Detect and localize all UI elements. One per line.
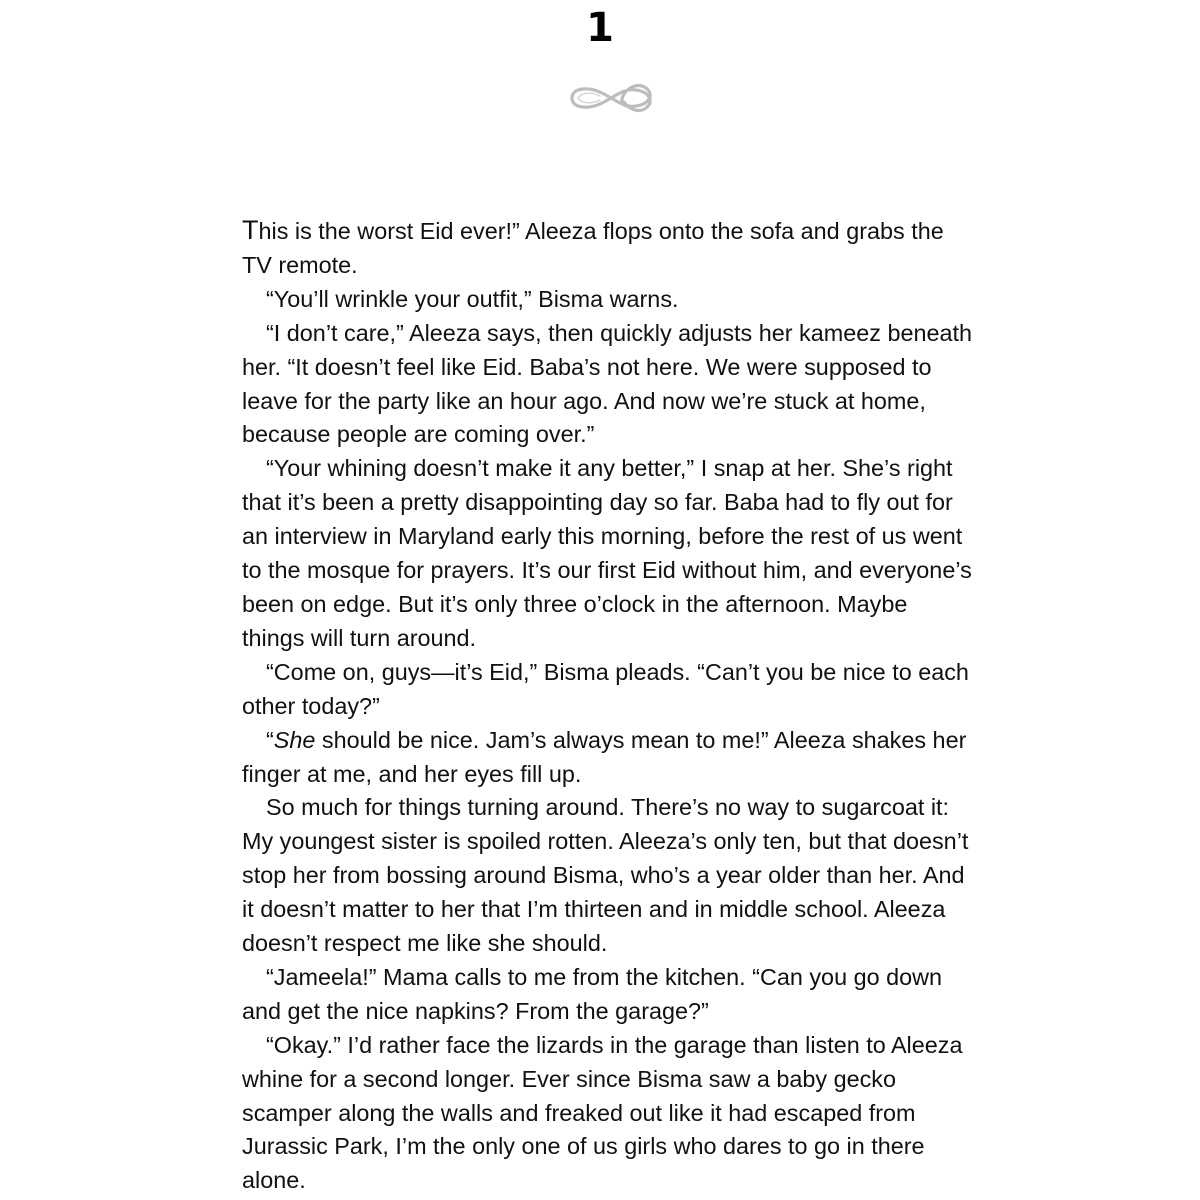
paragraph-1 [242,214,972,283]
paragraph-9: “Okay.” I’d rather face the lizards in the garage than listen to Aleeza whine for a second longer. Ever since Bisma saw a baby gecko scamper along the walls and freaked out like it had escaped from Jurassic Park, I’m the only one of us girls who dares to go in there alone. [242,1031,963,1194]
paragraph-1-text: his is the worst Eid ever!” Aleeza flops onto the sofa and grabs the TV remote. [242,218,944,278]
paragraph-4: “Your whining doesn’t make it any better,” I snap at her. She’s right that it’s been a pretty disappointing day so far. Baba had to fly out for an interview in Maryland early this morning, before the rest of us went to the mosque for prayers. It’s our first Eid without him, and everyone’s been on edge. But it’s only three o’clock in the afternoon. Maybe things will turn around. [242,455,972,651]
paragraph-6-text: should be nice. Jam’s always mean to me!” Aleeza shakes her finger at me, and her eyes fill up. [242,726,967,787]
chapter-body [242,214,972,1198]
paragraph-3: “I don’t care,” Aleeza says, then quickly adjusts her kameez beneath her. “It doesn’t feel like Eid. Baba’s not here. We were supposed to leave for the party like an hour ago. And now we’re stuck at home, because people are coming over.” [242,319,973,448]
paragraph-7: So much for things turning around. There’s no way to sugarcoat it: My youngest sister is spoiled rotten. Aleeza’s only ten, but that doesn’t stop her from bossing around Bisma, who’s a year older than her. And it doesn’t matter to her that I’m thirteen and in middle school. Aleeza doesn’t respect me like she should. [242,794,969,957]
paragraph-6-lead: “ [266,726,274,753]
paragraph-5: “Come on, guys—it’s Eid,” Bisma pleads. “Can’t you be nice to each other today?” [242,658,969,719]
paragraph-6-emphasis: She [273,726,316,753]
chapter-number: 1 [586,5,614,51]
paragraph-6 [242,724,972,792]
drop-initial: T [242,215,259,245]
paragraph-2: “You’ll wrinkle your outfit,” Bisma warns. [266,285,679,312]
flourish-ornament-icon [566,76,660,120]
paragraph-8: “Jameela!” Mama calls to me from the kitchen. “Can you go down and get the nice napkins? From the garage?” [242,963,943,1024]
